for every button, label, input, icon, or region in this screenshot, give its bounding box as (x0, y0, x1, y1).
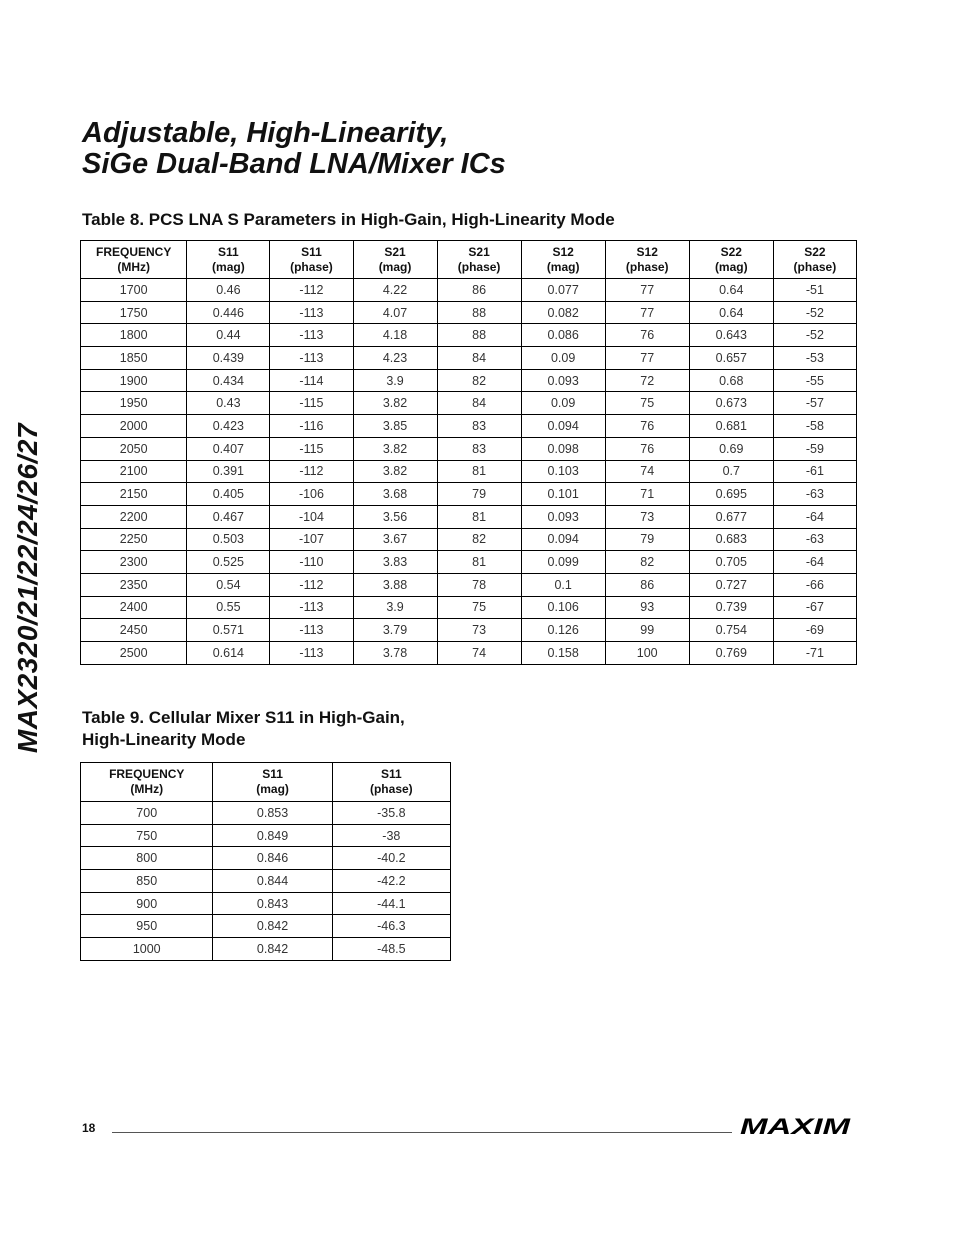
table8-cell: 0.158 (521, 642, 605, 665)
page-number: 18 (82, 1121, 96, 1135)
table8-cell: 88 (437, 324, 521, 347)
table9-header-cell: S11 (phase) (332, 763, 450, 802)
title-line-2: SiGe Dual-Band LNA/Mixer ICs (82, 148, 506, 180)
table8-cell: 0.681 (689, 415, 773, 438)
table9-cell: 0.844 (213, 870, 332, 893)
table8-row (81, 551, 857, 574)
table9-cell: 0.846 (213, 847, 332, 870)
table8-cell: 73 (437, 619, 521, 642)
table8-row (81, 279, 857, 302)
table8-cell: -58 (773, 415, 856, 438)
footer-divider (112, 1132, 732, 1133)
table8-cell: -115 (270, 437, 353, 460)
table8-cell: -110 (270, 551, 353, 574)
table8-cell: 76 (605, 324, 689, 347)
table9-header-row (81, 763, 451, 802)
table8-cell: -53 (773, 347, 856, 370)
table9-cell: 1000 (81, 938, 213, 961)
table8-cell: 2050 (81, 437, 187, 460)
table8-cell: -112 (270, 573, 353, 596)
table8-cell: 84 (437, 392, 521, 415)
table8-cell: -57 (773, 392, 856, 415)
table8-cell: 0.614 (187, 642, 270, 665)
table8-header-row (81, 241, 857, 279)
table8-cell: 0.677 (689, 505, 773, 528)
table8-row (81, 642, 857, 665)
table9-row (81, 802, 451, 825)
table8-row (81, 619, 857, 642)
table8-cell: -64 (773, 551, 856, 574)
table8-cell: 1800 (81, 324, 187, 347)
table8-cell: 0.082 (521, 301, 605, 324)
table9-header-cell: FREQUENCY (MHz) (81, 763, 213, 802)
table8-cell: 1850 (81, 347, 187, 370)
table8-cell: 0.643 (689, 324, 773, 347)
table8-row (81, 596, 857, 619)
table9-cell: -35.8 (332, 802, 450, 825)
table8-cell: 77 (605, 279, 689, 302)
table8-cell: 0.391 (187, 460, 270, 483)
table8-cell: -112 (270, 279, 353, 302)
table8-cell: 93 (605, 596, 689, 619)
table8-cell: -52 (773, 324, 856, 347)
table8-cell: 81 (437, 460, 521, 483)
table8-cell: 0.1 (521, 573, 605, 596)
table8-cell: 2500 (81, 642, 187, 665)
table8-cell: 88 (437, 301, 521, 324)
table8-row (81, 301, 857, 324)
table8-cell: 75 (437, 596, 521, 619)
table8-cell: 0.46 (187, 279, 270, 302)
table8-cell: 81 (437, 551, 521, 574)
table8-cell: 3.88 (353, 573, 437, 596)
table9-cell: 0.843 (213, 892, 332, 915)
table8-cell: 76 (605, 415, 689, 438)
title-line-1: Adjustable, High-Linearity, (82, 117, 449, 149)
table8-header-cell: S22 (phase) (773, 241, 856, 279)
table8-cell: 0.446 (187, 301, 270, 324)
table9-cell: 950 (81, 915, 213, 938)
table8-cell: 71 (605, 483, 689, 506)
table8-cell: -55 (773, 369, 856, 392)
table8-cell: 2350 (81, 573, 187, 596)
table8-cell: -59 (773, 437, 856, 460)
table8-cell: 0.407 (187, 437, 270, 460)
table8-cell: 0.101 (521, 483, 605, 506)
document-title (82, 118, 506, 180)
table9-cell: 900 (81, 892, 213, 915)
table9-cell: 800 (81, 847, 213, 870)
table9-title-line-2: High-Linearity Mode (82, 730, 246, 749)
table8-cell: 81 (437, 505, 521, 528)
table8-cell: -113 (270, 347, 353, 370)
table8-header-cell: FREQUENCY (MHz) (81, 241, 187, 279)
table8-cell: 2400 (81, 596, 187, 619)
table8-cell: 73 (605, 505, 689, 528)
table8-cell: 0.68 (689, 369, 773, 392)
table8-cell: 2300 (81, 551, 187, 574)
table8-cell: 2000 (81, 415, 187, 438)
table9-cell: -38 (332, 824, 450, 847)
table9-title-line-1: Table 9. Cellular Mixer S11 in High-Gain, (82, 708, 405, 727)
table9-cellular-mixer-s11 (80, 762, 451, 961)
table8-cell: 2100 (81, 460, 187, 483)
table8-cell: 0.69 (689, 437, 773, 460)
table8-cell: -63 (773, 528, 856, 551)
table8-cell: 74 (437, 642, 521, 665)
table9-cell: 0.849 (213, 824, 332, 847)
table8-cell: 0.754 (689, 619, 773, 642)
table9-cell: -44.1 (332, 892, 450, 915)
table8-cell: 1750 (81, 301, 187, 324)
table8-cell: 0.077 (521, 279, 605, 302)
table8-cell: 0.769 (689, 642, 773, 665)
table8-cell: 99 (605, 619, 689, 642)
table8-row (81, 369, 857, 392)
table8-cell: -113 (270, 301, 353, 324)
table8-cell: -71 (773, 642, 856, 665)
table9-row (81, 915, 451, 938)
table9-body (81, 802, 451, 961)
table8-cell: 79 (437, 483, 521, 506)
table8-cell: 3.82 (353, 392, 437, 415)
table8-cell: 0.683 (689, 528, 773, 551)
table8-row (81, 347, 857, 370)
table8-cell: 77 (605, 301, 689, 324)
table8-cell: 0.098 (521, 437, 605, 460)
table8-cell: 4.18 (353, 324, 437, 347)
table9-cell: 750 (81, 824, 213, 847)
table8-header-cell: S11 (phase) (270, 241, 353, 279)
table8-body (81, 279, 857, 665)
table8-cell: 4.07 (353, 301, 437, 324)
table8-cell: 0.54 (187, 573, 270, 596)
table8-cell: 1700 (81, 279, 187, 302)
table8-cell: 82 (437, 369, 521, 392)
table8-cell: 0.094 (521, 415, 605, 438)
table8-cell: 0.093 (521, 505, 605, 528)
table9-cell: -48.5 (332, 938, 450, 961)
table8-cell: -63 (773, 483, 856, 506)
table8-cell: 2450 (81, 619, 187, 642)
table8-cell: 0.405 (187, 483, 270, 506)
table8-cell: 0.55 (187, 596, 270, 619)
table9-cell: 0.842 (213, 915, 332, 938)
table8-cell: 3.82 (353, 460, 437, 483)
table8-cell: 76 (605, 437, 689, 460)
table8-cell: -114 (270, 369, 353, 392)
table8-cell: 3.82 (353, 437, 437, 460)
table8-cell: 84 (437, 347, 521, 370)
table8-cell: 79 (605, 528, 689, 551)
table9-cell: 700 (81, 802, 213, 825)
table8-cell: 0.64 (689, 301, 773, 324)
table9-cell: 850 (81, 870, 213, 893)
table9-row (81, 847, 451, 870)
table8-header-cell: S21 (phase) (437, 241, 521, 279)
table8-cell: 3.67 (353, 528, 437, 551)
table8-row (81, 415, 857, 438)
table8-cell: 86 (605, 573, 689, 596)
table8-cell: 4.22 (353, 279, 437, 302)
table9-row (81, 892, 451, 915)
table8-row (81, 505, 857, 528)
table8-row (81, 437, 857, 460)
table8-cell: 0.7 (689, 460, 773, 483)
table8-cell: 0.093 (521, 369, 605, 392)
table8-cell: 0.09 (521, 347, 605, 370)
table8-cell: -106 (270, 483, 353, 506)
table8-cell: -104 (270, 505, 353, 528)
table8-cell: 77 (605, 347, 689, 370)
table8-cell: -61 (773, 460, 856, 483)
table8-header-cell: S12 (mag) (521, 241, 605, 279)
table8-cell: 0.727 (689, 573, 773, 596)
table8-cell: 0.086 (521, 324, 605, 347)
table8-cell: 0.099 (521, 551, 605, 574)
table8-cell: 3.68 (353, 483, 437, 506)
table9-title (82, 707, 405, 751)
table8-cell: 72 (605, 369, 689, 392)
table8-cell: -69 (773, 619, 856, 642)
table8-row (81, 528, 857, 551)
table8-cell: 3.9 (353, 369, 437, 392)
table8-cell: -52 (773, 301, 856, 324)
table8-cell: 1900 (81, 369, 187, 392)
table8-cell: 82 (437, 528, 521, 551)
table8-cell: -113 (270, 324, 353, 347)
table8-cell: 0.43 (187, 392, 270, 415)
table8-cell: 0.44 (187, 324, 270, 347)
table8-cell: 2250 (81, 528, 187, 551)
table8-row (81, 483, 857, 506)
table8-row (81, 573, 857, 596)
table8-header-cell: S22 (mag) (689, 241, 773, 279)
table8-cell: -116 (270, 415, 353, 438)
table8-header-cell: S21 (mag) (353, 241, 437, 279)
table8-cell: 0.423 (187, 415, 270, 438)
table8-cell: 0.103 (521, 460, 605, 483)
table8-cell: 1950 (81, 392, 187, 415)
table8-cell: 83 (437, 415, 521, 438)
table8-cell: -107 (270, 528, 353, 551)
table8-cell: 0.571 (187, 619, 270, 642)
table8-cell: 75 (605, 392, 689, 415)
table8-cell: -115 (270, 392, 353, 415)
maxim-logo (740, 1115, 852, 1142)
table8-cell: 78 (437, 573, 521, 596)
table8-cell: 2200 (81, 505, 187, 528)
table8-cell: 74 (605, 460, 689, 483)
table8-cell: -66 (773, 573, 856, 596)
table8-cell: 86 (437, 279, 521, 302)
table8-cell: 0.695 (689, 483, 773, 506)
svg-text:MAXIM: MAXIM (740, 1115, 852, 1137)
table8-cell: 0.434 (187, 369, 270, 392)
table8-cell: 3.79 (353, 619, 437, 642)
table8-cell: 0.705 (689, 551, 773, 574)
table8-cell: 0.106 (521, 596, 605, 619)
table9-row (81, 938, 451, 961)
table8-cell: 100 (605, 642, 689, 665)
table8-cell: 0.525 (187, 551, 270, 574)
table8-header-cell: S11 (mag) (187, 241, 270, 279)
table8-cell: -51 (773, 279, 856, 302)
table8-cell: 3.56 (353, 505, 437, 528)
table8-row (81, 392, 857, 415)
table8-title: Table 8. PCS LNA S Parameters in High-Gain, High-Linearity Mode (82, 210, 615, 229)
table8-cell: -67 (773, 596, 856, 619)
table8-cell: 0.467 (187, 505, 270, 528)
table8-row (81, 460, 857, 483)
table8-cell: 3.83 (353, 551, 437, 574)
table8-cell: 83 (437, 437, 521, 460)
table8-row (81, 324, 857, 347)
table8-cell: 2150 (81, 483, 187, 506)
table8-cell: 0.739 (689, 596, 773, 619)
table8-cell: 0.657 (689, 347, 773, 370)
table9-cell: -40.2 (332, 847, 450, 870)
table9-cell: 0.842 (213, 938, 332, 961)
table8-cell: 4.23 (353, 347, 437, 370)
table8-cell: -113 (270, 596, 353, 619)
table8-pcs-lna-s-parameters (80, 240, 857, 665)
table8-cell: 0.126 (521, 619, 605, 642)
table8-cell: 0.503 (187, 528, 270, 551)
table9-row (81, 824, 451, 847)
table8-cell: 0.64 (689, 279, 773, 302)
table8-cell: -64 (773, 505, 856, 528)
table8-cell: 3.85 (353, 415, 437, 438)
table8-cell: 0.09 (521, 392, 605, 415)
table9-cell: -42.2 (332, 870, 450, 893)
table8-cell: 0.673 (689, 392, 773, 415)
table8-cell: 82 (605, 551, 689, 574)
table8-cell: -113 (270, 642, 353, 665)
table9-cell: 0.853 (213, 802, 332, 825)
table8-cell: 3.78 (353, 642, 437, 665)
table8-header-cell: S12 (phase) (605, 241, 689, 279)
table8-cell: -112 (270, 460, 353, 483)
table9-cell: -46.3 (332, 915, 450, 938)
table9-row (81, 870, 451, 893)
table8-cell: 3.9 (353, 596, 437, 619)
table8-cell: -113 (270, 619, 353, 642)
table8-cell: 0.094 (521, 528, 605, 551)
table9-header-cell: S11 (mag) (213, 763, 332, 802)
table8-cell: 0.439 (187, 347, 270, 370)
